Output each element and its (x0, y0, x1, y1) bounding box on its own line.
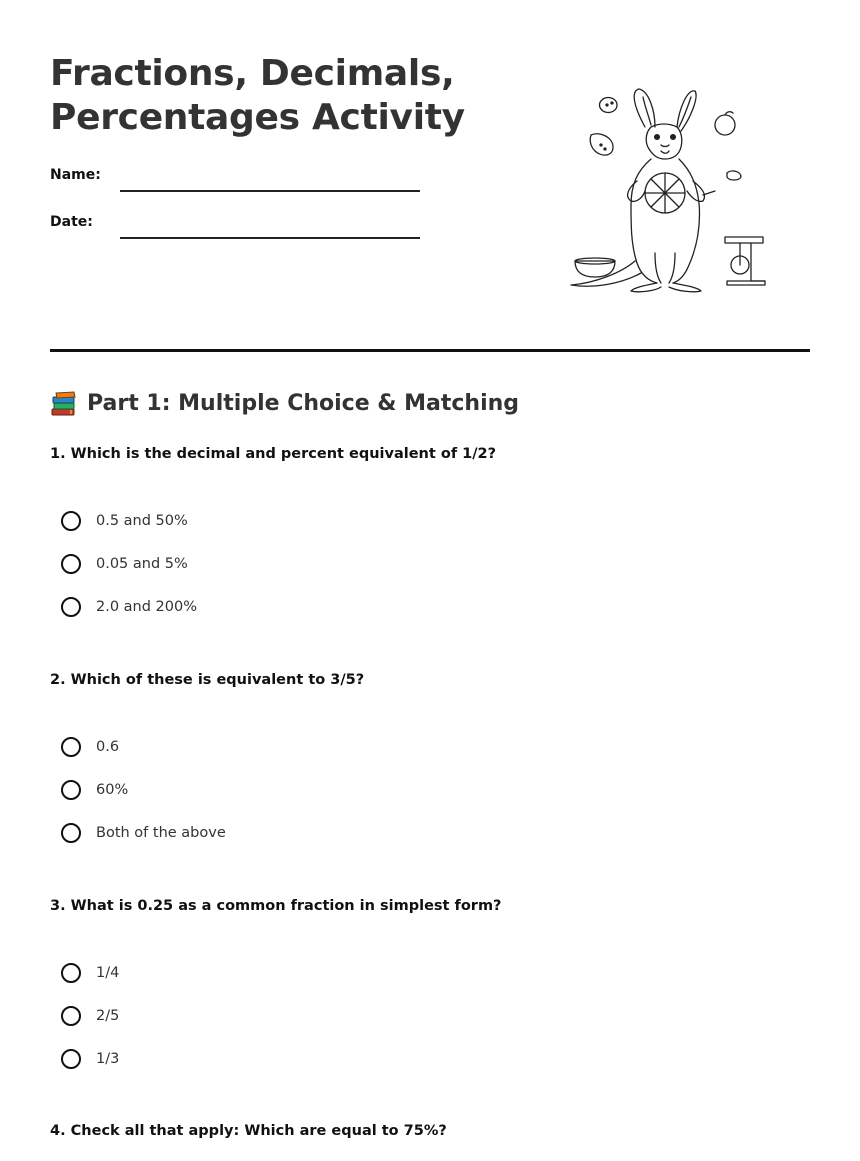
answer-option[interactable] (61, 768, 226, 811)
option-label: 2/5 (96, 1007, 120, 1024)
question-text: 1. Which is the decimal and percent equivalent of 1/2? (50, 446, 497, 462)
option-label: 1/4 (96, 964, 120, 981)
option-label: 1/3 (96, 1050, 120, 1067)
question-4 (50, 1121, 810, 1141)
radio-button[interactable] (61, 1006, 81, 1026)
radio-button[interactable] (61, 1049, 81, 1069)
name-line[interactable] (120, 190, 420, 192)
date-field[interactable] (50, 214, 420, 244)
radio-button[interactable] (61, 963, 81, 983)
part1-heading (50, 390, 519, 418)
question-text: 3. What is 0.25 as a common fraction in simplest form? (50, 898, 502, 914)
option-label: 0.05 and 5% (96, 555, 188, 572)
answer-option[interactable] (61, 951, 119, 994)
radio-button[interactable] (61, 511, 81, 531)
radio-button[interactable] (61, 597, 81, 617)
radio-button[interactable] (61, 737, 81, 757)
answer-option[interactable] (61, 542, 197, 585)
radio-button[interactable] (61, 554, 81, 574)
question-3 (50, 896, 810, 1067)
section-divider (50, 349, 810, 352)
question-1 (50, 444, 810, 615)
answer-option[interactable] (61, 994, 119, 1037)
answer-options (61, 951, 119, 1080)
option-label: 0.5 and 50% (96, 512, 188, 529)
title-line-2: Percentages Activity (50, 97, 465, 138)
answer-option[interactable] (61, 585, 197, 628)
answer-option[interactable] (61, 499, 197, 542)
question-text: 4. Check all that apply: Which are equal to 75%? (50, 1123, 447, 1139)
date-label: Date: (50, 214, 93, 230)
date-line[interactable] (120, 237, 420, 239)
name-field[interactable] (50, 167, 420, 197)
question-2 (50, 670, 810, 841)
answer-option[interactable] (61, 725, 226, 768)
part1-title: Part 1: Multiple Choice & Matching (87, 391, 520, 416)
page-title (50, 52, 465, 140)
option-label: 0.6 (96, 738, 120, 755)
title-line-1: Fractions, Decimals, (50, 53, 455, 94)
option-label: 60% (96, 781, 129, 798)
option-label: 2.0 and 200% (96, 598, 198, 615)
answer-option[interactable] (61, 811, 226, 854)
kangaroo-illustration (565, 85, 775, 295)
name-label: Name: (50, 167, 101, 183)
question-text: 2. Which of these is equivalent to 3/5? (50, 672, 365, 688)
radio-button[interactable] (61, 780, 81, 800)
answer-options (61, 499, 197, 628)
option-label: Both of the above (96, 824, 226, 841)
books-icon (50, 391, 78, 417)
radio-button[interactable] (61, 823, 81, 843)
answer-option[interactable] (61, 1037, 119, 1080)
answer-options (61, 725, 226, 854)
